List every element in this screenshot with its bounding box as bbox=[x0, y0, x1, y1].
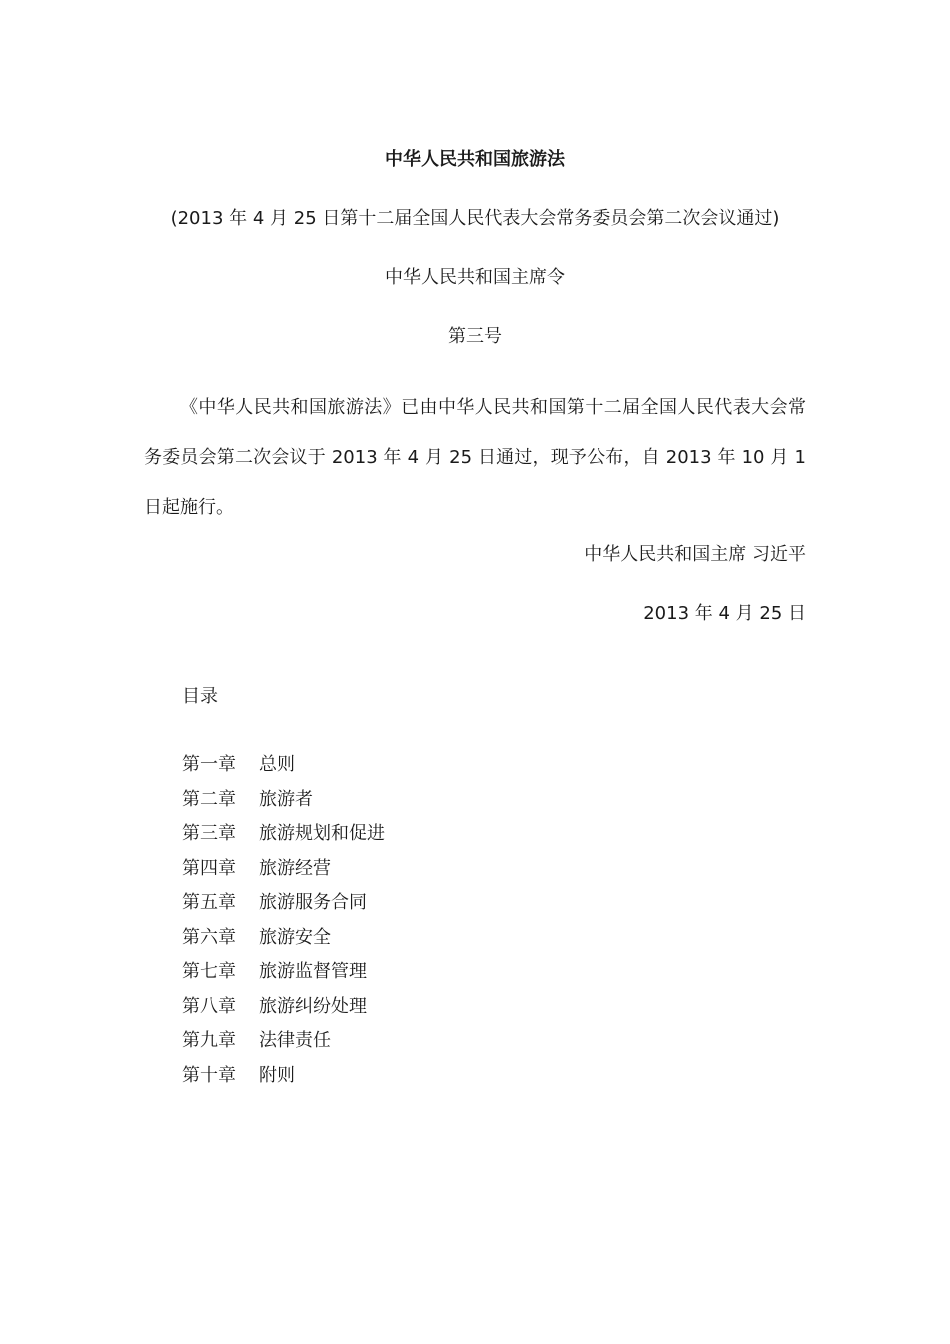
signature: 中华人民共和国主席 习近平 bbox=[584, 544, 806, 565]
chapter-title: 总则 bbox=[259, 754, 295, 775]
chapter-number: 第八章 bbox=[182, 995, 236, 1017]
table-of-contents bbox=[182, 753, 385, 1098]
toc-item bbox=[182, 857, 385, 892]
toc-item bbox=[182, 891, 385, 926]
chapter-title: 旅游纠纷处理 bbox=[259, 995, 367, 1017]
chapter-title: 旅游安全 bbox=[259, 926, 331, 948]
chapter-number: 第五章 bbox=[182, 892, 236, 913]
toc-item bbox=[182, 926, 385, 961]
promulgation-paragraph: 《中华人民共和国旅游法》已由中华人民共和国第十二届全国人民代表大会常务委员会第二次会议于 2013 年 4 月 25 日通过，现予公布，自 2013 年 10 月 1 日起施行。 bbox=[144, 397, 806, 518]
toc-item bbox=[182, 1064, 385, 1099]
toc-item bbox=[182, 995, 385, 1030]
chapter-title: 旅游者 bbox=[259, 788, 313, 810]
order-number: 第三号 bbox=[448, 326, 502, 347]
chapter-title: 旅游监督管理 bbox=[259, 961, 367, 982]
chapter-number: 第一章 bbox=[182, 754, 236, 775]
toc-item bbox=[182, 788, 385, 823]
chapter-number: 第四章 bbox=[182, 857, 236, 879]
chapter-title: 旅游服务合同 bbox=[259, 892, 367, 913]
chapter-number: 第三章 bbox=[182, 823, 236, 844]
document-title: 中华人民共和国旅游法 bbox=[385, 149, 565, 170]
chapter-number: 第十章 bbox=[182, 1064, 236, 1086]
toc-item bbox=[182, 753, 385, 788]
chapter-title: 旅游经营 bbox=[259, 857, 331, 879]
chapter-title: 附则 bbox=[259, 1064, 295, 1086]
signature-date: 2013 年 4 月 25 日 bbox=[643, 603, 806, 624]
chapter-number: 第九章 bbox=[182, 1030, 236, 1051]
chapter-title: 法律责任 bbox=[259, 1030, 331, 1051]
document-subtitle: (2013 年 4 月 25 日第十二届全国人民代表大会常务委员会第二次会议通过) bbox=[170, 208, 780, 229]
toc-item bbox=[182, 960, 385, 995]
toc-item bbox=[182, 1029, 385, 1064]
order-title: 中华人民共和国主席令 bbox=[385, 267, 565, 288]
chapter-number: 第七章 bbox=[182, 961, 236, 982]
toc-heading: 目录 bbox=[182, 686, 218, 707]
chapter-number: 第六章 bbox=[182, 926, 236, 948]
chapter-number: 第二章 bbox=[182, 788, 236, 810]
chapter-title: 旅游规划和促进 bbox=[259, 823, 385, 844]
toc-item bbox=[182, 822, 385, 857]
